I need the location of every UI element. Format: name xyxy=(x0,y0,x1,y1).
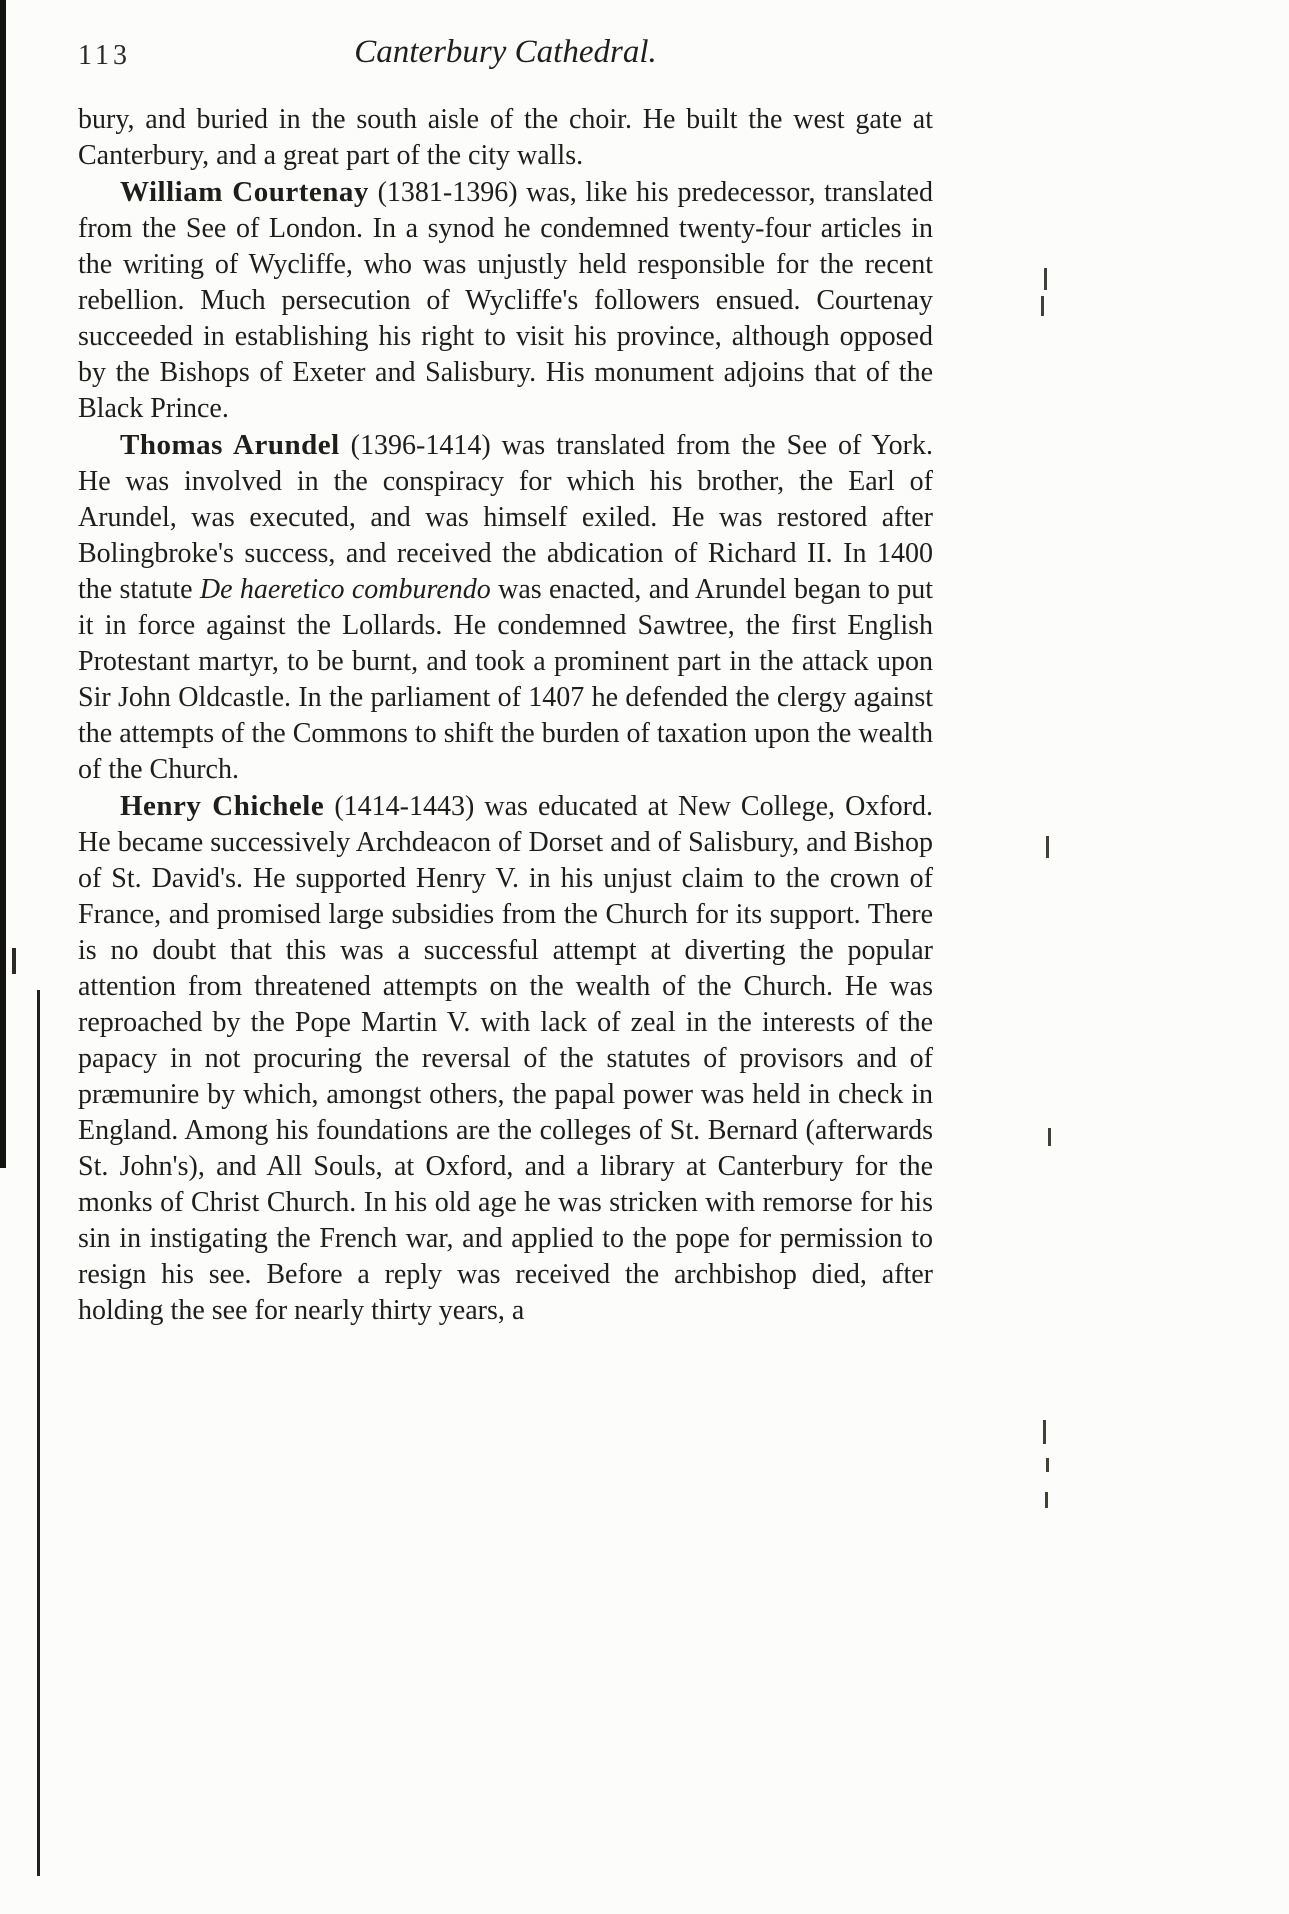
paragraph-text: was enacted, and Arundel began to put it in force against the Lollards. He condemned Sawtree, the first English Protestant martyr, to be burnt, and took a prominent part in the attack upon Sir John Oldcastle. In the parliament of 1407 he defended the clergy against the attempts of the Commons to shift the burden of taxation upon the wealth of the Church. xyxy=(78,574,933,785)
page-number: 113 xyxy=(78,40,131,71)
paragraph-text: (1396-1414) was translated from the See of York. He was involved in the conspiracy for which his brother, the Earl of Arundel, was executed, and was himself exiled. He was restored after Bolingbroke's success, and received the abdication of Richard II. In 1400 the statute xyxy=(78,430,933,605)
page-text xyxy=(78,102,933,1329)
scan-margin-mark xyxy=(1046,836,1049,858)
paragraph-text: (1414-1443) was educated at New College, Oxford. He became successively Archdeacon of Dorset and of Salisbury, and Bishop of St. David's. He supported Henry V. in his unjust claim to the crown of France, and promised large subsidies from the Church for its support. There is no doubt that this was a successful attempt at diverting the popular attention from threatened attempts on the wealth of the Church. He was reproached by the Pope Martin V. with lack of zeal in the interests of the papacy in not procuring the reversal of the statutes of provisors and of præmunire by which, amongst others, the papal power was held in check in England. Among his foundations are the colleges of St. Bernard (afterwards St. John's), and All Souls, at Oxford, and a library at Canterbury for the monks of Christ Church. In his old age he was stricken with remorse for his sin in instigating the French war, and applied to the pope for permission to resign his see. Before a reply was received the archbishop died, after holding the see for nearly thirty years, a xyxy=(78,791,933,1326)
paragraph-text: bury, and buried in the south aisle of the choir. He built the west gate at Canterbury, and a great part of the city walls. xyxy=(78,104,933,171)
archbishop-name: Henry Chichele xyxy=(120,790,325,822)
scan-margin-mark xyxy=(1043,1420,1046,1444)
running-title: Canterbury Cathedral. xyxy=(354,34,657,70)
scan-margin-mark xyxy=(1048,1128,1051,1146)
scan-gutter-line xyxy=(37,990,40,1876)
scan-margin-mark xyxy=(1045,1492,1048,1508)
page-header xyxy=(78,34,933,78)
paragraph-text: (1381-1396) was, like his predecessor, translated from the See of London. In a synod he condemned twenty-four articles in the writing of Wycliffe, who was unjustly held responsible for the recent rebellion. Much persecution of Wycliffe's followers ensued. Courtenay succeeded in establishing his right to visit his province, although opposed by the Bishops of Exeter and Salisbury. His monument adjoins that of the Black Prince. xyxy=(78,177,933,424)
archbishop-name: Thomas Arundel xyxy=(120,429,340,461)
scan-gutter-tick xyxy=(12,948,16,974)
latin-phrase: De haeretico comburendo xyxy=(199,574,491,605)
archbishop-name: William Courtenay xyxy=(120,176,369,208)
scan-margin-mark xyxy=(1044,268,1047,290)
scan-margin-mark xyxy=(1046,1458,1049,1472)
paragraph-henry-chichele xyxy=(78,788,933,1329)
paragraph-continuation xyxy=(78,102,933,174)
scan-margin-mark xyxy=(1041,296,1044,316)
paragraph-thomas-arundel xyxy=(78,427,933,788)
scan-gutter-bar xyxy=(0,0,6,1168)
paragraph-william-courtenay xyxy=(78,174,933,427)
